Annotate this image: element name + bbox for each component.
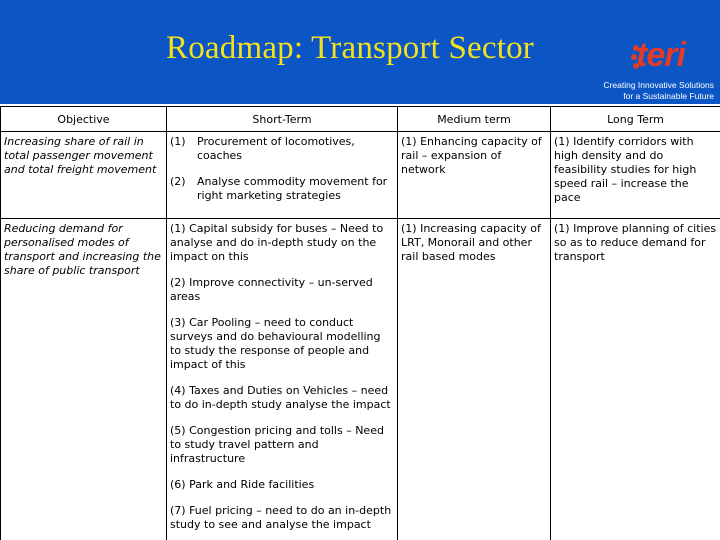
objective-cell bbox=[1, 132, 167, 219]
item-number: (2) bbox=[170, 175, 186, 188]
item-text: Analyse commodity movement for right marketing strategies bbox=[197, 175, 388, 202]
short-term-cell bbox=[167, 132, 398, 219]
header-objective: Objective bbox=[1, 107, 167, 132]
short-term-item bbox=[170, 135, 394, 163]
medium-term-text: (1) Increasing capacity of LRT, Monorail and other rail based modes bbox=[401, 222, 541, 263]
item-text: Procurement of locomotives, coaches bbox=[197, 135, 355, 162]
short-term-item bbox=[170, 175, 394, 203]
table-row bbox=[1, 219, 720, 540]
objective-text: Increasing share of rail in total passenger movement and total freight movement bbox=[4, 135, 157, 176]
roadmap-table bbox=[0, 106, 720, 540]
table-row bbox=[1, 132, 720, 219]
short-term-cell bbox=[167, 219, 398, 540]
table-header-row bbox=[1, 107, 720, 132]
slide-title: Roadmap: Transport Sector bbox=[166, 30, 534, 66]
objective-cell bbox=[1, 219, 167, 540]
header-medium-term: Medium term bbox=[398, 107, 551, 132]
long-term-text: (1) Identify corridors with high density and do feasibility studies for high speed rail – increase the pace bbox=[554, 135, 697, 204]
medium-term-text: (1) Enhancing capacity of rail – expansion of network bbox=[401, 135, 542, 176]
short-term-item: (3) Car Pooling – need to conduct surveys and do behavioural modelling to study the response of people and impact of this bbox=[170, 316, 381, 371]
short-term-item: (5) Congestion pricing and tolls – Need to study travel pattern and infrastructure bbox=[170, 424, 384, 465]
medium-term-cell bbox=[398, 132, 551, 219]
long-term-cell bbox=[551, 219, 720, 540]
title-banner bbox=[0, 0, 720, 104]
logo-tagline bbox=[600, 80, 714, 102]
short-term-item: (2) Improve connectivity – un-served areas bbox=[170, 276, 373, 303]
item-number: (1) bbox=[170, 135, 186, 148]
short-term-item: (4) Taxes and Duties on Vehicles – need to do in-depth study analyse the impact bbox=[170, 384, 391, 411]
teri-logo bbox=[600, 34, 716, 104]
logo-wordmark: teri bbox=[636, 36, 685, 74]
short-term-item: (6) Park and Ride facilities bbox=[170, 478, 315, 491]
short-term-item: (1) Capital subsidy for buses – Need to analyse and do in-depth study on the impact on this bbox=[170, 222, 384, 263]
logo-tagline-line-1: Creating Innovative Solutions bbox=[603, 80, 714, 90]
header-long-term: Long Term bbox=[551, 107, 720, 132]
short-term-item: (7) Fuel pricing – need to do an in-depth study to see and analyse the impact bbox=[170, 504, 392, 531]
long-term-text: (1) Improve planning of cities so as to reduce demand for transport bbox=[554, 222, 717, 263]
objective-text: Reducing demand for personalised modes of transport and increasing the share of public transport bbox=[4, 222, 161, 277]
medium-term-cell bbox=[398, 219, 551, 540]
logo-tagline-line-2: for a Sustainable Future bbox=[623, 91, 714, 101]
header-short-term: Short-Term bbox=[167, 107, 398, 132]
long-term-cell bbox=[551, 132, 720, 219]
